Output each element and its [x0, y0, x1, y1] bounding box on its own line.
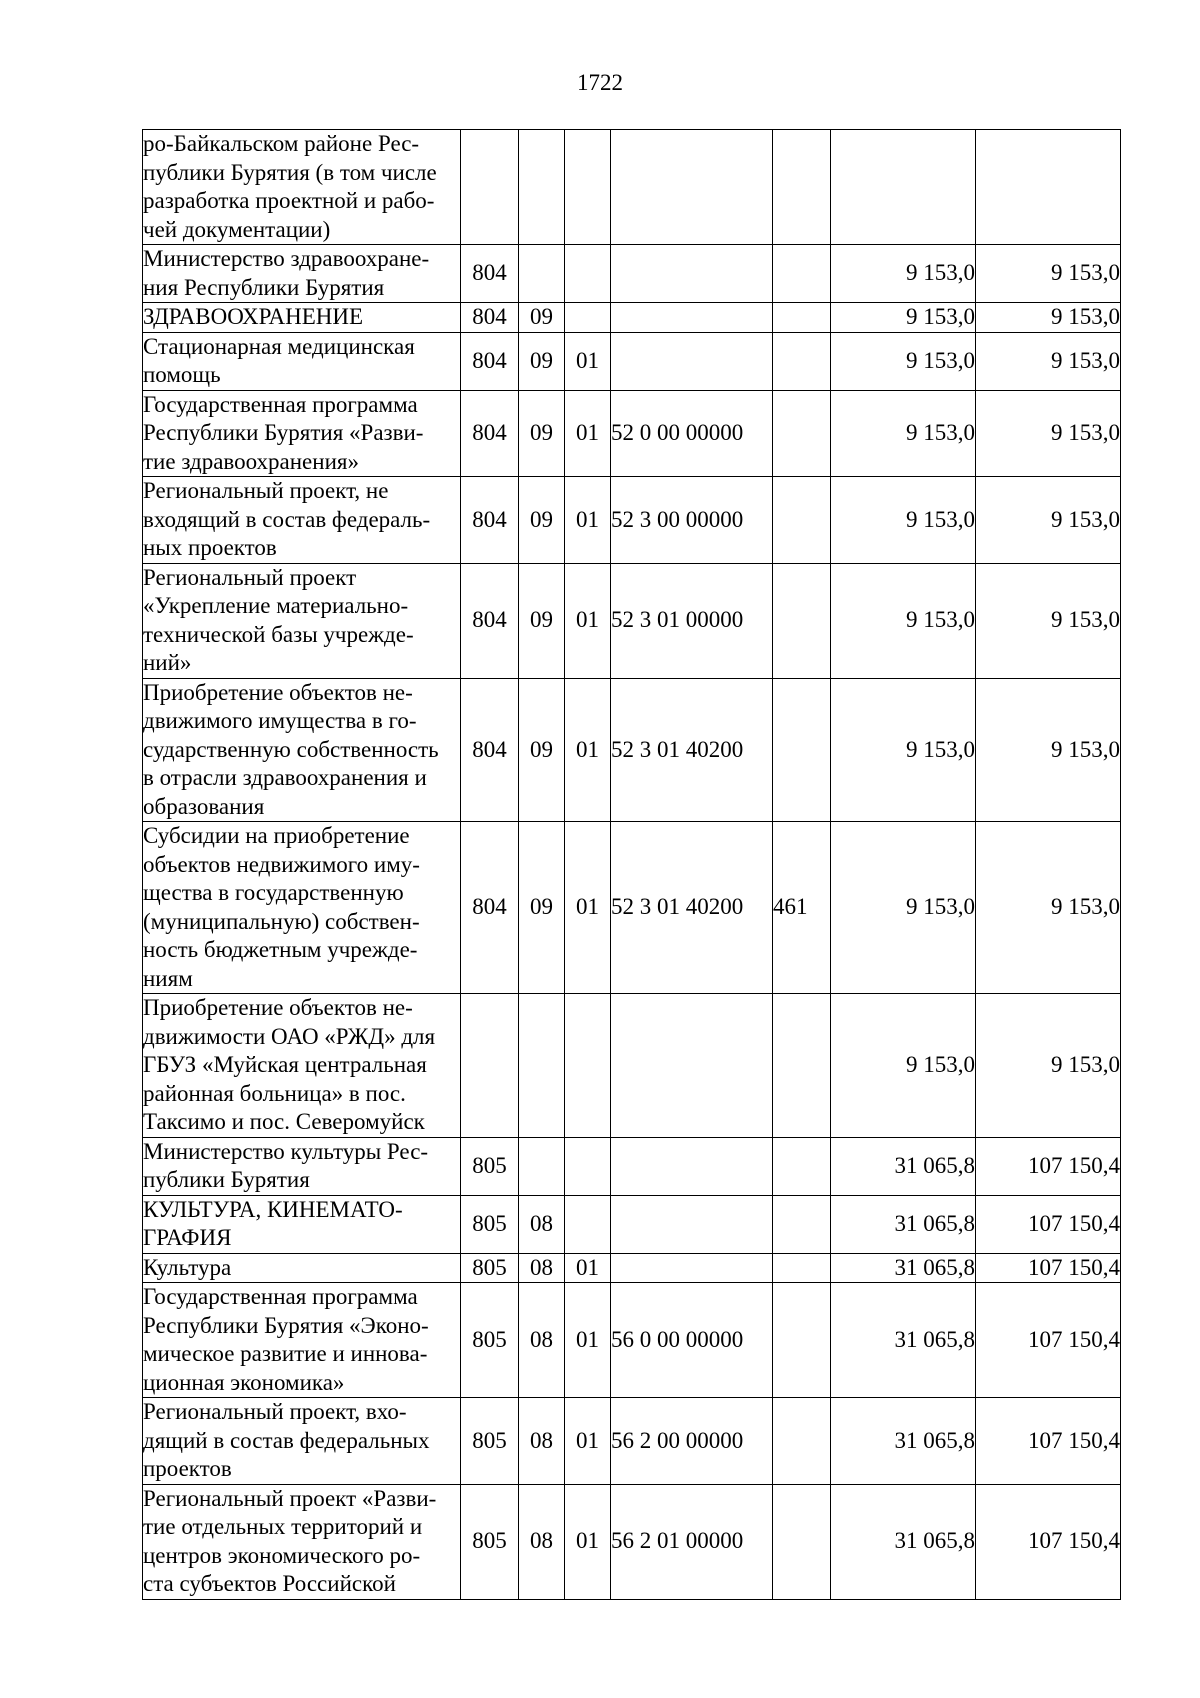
item-name-line: дящий в состав федеральных — [143, 1427, 430, 1453]
table-row — [143, 1283, 1121, 1398]
amount-year2-cell — [976, 130, 1121, 245]
amount-year2-cell: 107 150,4 — [976, 1253, 1121, 1283]
item-name-line: щества в государственную — [143, 880, 404, 905]
expense-type-cell — [773, 245, 831, 303]
expense-type-cell — [773, 1137, 831, 1195]
amount-year1-cell: 9 153,0 — [831, 678, 976, 822]
item-name-cell — [143, 994, 461, 1138]
expense-type-cell — [773, 1283, 831, 1398]
grbs-cell: 804 — [461, 477, 519, 564]
target-article-cell: 52 0 00 00000 — [611, 390, 773, 477]
grbs-cell: 804 — [461, 678, 519, 822]
grbs-cell — [461, 130, 519, 245]
grbs-cell: 805 — [461, 1253, 519, 1283]
amount-year2-cell: 9 153,0 — [976, 245, 1121, 303]
amount-year1-cell: 9 153,0 — [831, 245, 976, 303]
target-article-cell — [611, 245, 773, 303]
item-name-line: проектов — [143, 1456, 232, 1481]
amount-year2-cell: 9 153,0 — [976, 303, 1121, 333]
item-name-line: Субсидии на приобретение — [143, 823, 410, 848]
budget-table — [142, 129, 1121, 1600]
grbs-cell: 805 — [461, 1137, 519, 1195]
item-name-line: входящий в состав федераль- — [143, 506, 431, 532]
section-cell: 09 — [519, 390, 565, 477]
target-article-cell — [611, 303, 773, 333]
item-name-line: Государственная программа — [143, 391, 418, 417]
amount-year2-cell: 107 150,4 — [976, 1398, 1121, 1485]
item-name-line: КУЛЬТУРА, КИНЕМАТО- — [143, 1196, 403, 1222]
target-article-cell: 56 2 00 00000 — [611, 1398, 773, 1485]
table-row — [143, 390, 1121, 477]
table-row — [143, 130, 1121, 245]
item-name-line: помощь — [143, 362, 221, 387]
table-row — [143, 994, 1121, 1138]
item-name-line: ность бюджетным учрежде- — [143, 937, 418, 962]
subsection-cell: 01 — [565, 332, 611, 390]
item-name-line: ных проектов — [143, 535, 277, 560]
amount-year1-cell: 31 065,8 — [831, 1253, 976, 1283]
item-name-line: мическое развитие и иннова- — [143, 1341, 428, 1366]
item-name-cell — [143, 678, 461, 822]
subsection-cell: 01 — [565, 390, 611, 477]
item-name-line: Региональный проект, не — [143, 478, 389, 503]
item-name-line: (муниципальную) собствен- — [143, 908, 420, 934]
page-number: 1722 — [577, 70, 623, 95]
grbs-cell: 804 — [461, 245, 519, 303]
amount-year2-cell: 107 150,4 — [976, 1484, 1121, 1599]
item-name-line: центров экономического ро- — [143, 1542, 421, 1568]
section-cell: 08 — [519, 1253, 565, 1283]
subsection-cell — [565, 303, 611, 333]
grbs-cell: 805 — [461, 1398, 519, 1485]
target-article-cell — [611, 1253, 773, 1283]
amount-year2-cell: 107 150,4 — [976, 1137, 1121, 1195]
section-cell: 08 — [519, 1283, 565, 1398]
target-article-cell — [611, 1137, 773, 1195]
target-article-cell — [611, 332, 773, 390]
item-name-line: технической базы учрежде- — [143, 621, 414, 647]
item-name-line: публики Бурятия — [143, 1167, 310, 1192]
section-cell: 08 — [519, 1195, 565, 1253]
target-article-cell: 56 0 00 00000 — [611, 1283, 773, 1398]
subsection-cell: 01 — [565, 1253, 611, 1283]
item-name-line: районная больница» в пос. — [143, 1080, 406, 1106]
table-row — [143, 563, 1121, 678]
expense-type-cell: 461 — [773, 822, 831, 994]
section-cell — [519, 130, 565, 245]
target-article-cell: 52 3 00 00000 — [611, 477, 773, 564]
item-name-cell — [143, 303, 461, 333]
amount-year1-cell: 31 065,8 — [831, 1283, 976, 1398]
subsection-cell: 01 — [565, 678, 611, 822]
item-name-line: чей документации) — [143, 216, 331, 242]
amount-year2-cell: 9 153,0 — [976, 390, 1121, 477]
target-article-cell: 52 3 01 40200 — [611, 822, 773, 994]
grbs-cell: 804 — [461, 390, 519, 477]
item-name-line: Республики Бурятия «Разви- — [143, 420, 424, 445]
item-name-line: движимого имущества в го- — [143, 708, 417, 733]
table-row — [143, 477, 1121, 564]
amount-year2-cell: 9 153,0 — [976, 332, 1121, 390]
item-name-line: ционная экономика» — [143, 1369, 345, 1395]
amount-year1-cell: 9 153,0 — [831, 994, 976, 1138]
item-name-cell — [143, 130, 461, 245]
item-name-line: разработка проектной и рабо- — [143, 188, 435, 213]
item-name-cell — [143, 1253, 461, 1283]
section-cell — [519, 1137, 565, 1195]
amount-year1-cell: 31 065,8 — [831, 1484, 976, 1599]
amount-year1-cell: 9 153,0 — [831, 477, 976, 564]
item-name-line: «Укрепление материально- — [143, 593, 409, 618]
grbs-cell: 804 — [461, 563, 519, 678]
grbs-cell: 805 — [461, 1195, 519, 1253]
grbs-cell: 804 — [461, 332, 519, 390]
grbs-cell: 804 — [461, 822, 519, 994]
item-name-line: ро-Байкальском районе Рес- — [143, 131, 420, 156]
amount-year1-cell: 9 153,0 — [831, 390, 976, 477]
section-cell: 09 — [519, 332, 565, 390]
table-row — [143, 678, 1121, 822]
expense-type-cell — [773, 130, 831, 245]
table-row — [143, 303, 1121, 333]
expense-type-cell — [773, 332, 831, 390]
amount-year2-cell: 9 153,0 — [976, 563, 1121, 678]
section-cell: 09 — [519, 563, 565, 678]
expense-type-cell — [773, 477, 831, 564]
table-row — [143, 332, 1121, 390]
item-name-line: образования — [143, 793, 265, 819]
amount-year2-cell: 9 153,0 — [976, 822, 1121, 994]
item-name-line: Министерство культуры Рес- — [143, 1138, 429, 1164]
item-name-line: Приобретение объектов не- — [143, 995, 413, 1020]
amount-year2-cell: 107 150,4 — [976, 1283, 1121, 1398]
item-name-line: ГБУЗ «Муйская центральная — [143, 1052, 427, 1077]
item-name-line: объектов недвижимого иму- — [143, 851, 420, 877]
item-name-cell — [143, 390, 461, 477]
section-cell — [519, 994, 565, 1138]
target-article-cell — [611, 130, 773, 245]
item-name-line: ния Республики Бурятия — [143, 274, 385, 300]
amount-year2-cell: 9 153,0 — [976, 477, 1121, 564]
amount-year1-cell: 9 153,0 — [831, 563, 976, 678]
item-name-line: публики Бурятия (в том числе — [143, 159, 437, 185]
section-cell: 08 — [519, 1484, 565, 1599]
item-name-cell — [143, 1137, 461, 1195]
table-row — [143, 1137, 1121, 1195]
subsection-cell — [565, 1195, 611, 1253]
item-name-cell — [143, 1283, 461, 1398]
item-name-cell — [143, 1195, 461, 1253]
amount-year1-cell — [831, 130, 976, 245]
amount-year2-cell: 107 150,4 — [976, 1195, 1121, 1253]
section-cell: 09 — [519, 477, 565, 564]
table-row — [143, 822, 1121, 994]
amount-year1-cell: 31 065,8 — [831, 1137, 976, 1195]
item-name-line: Региональный проект, вхо- — [143, 1399, 407, 1424]
item-name-line: тие здравоохранения» — [143, 448, 359, 474]
target-article-cell: 56 2 01 00000 — [611, 1484, 773, 1599]
expense-type-cell — [773, 390, 831, 477]
expense-type-cell — [773, 303, 831, 333]
expense-type-cell — [773, 563, 831, 678]
subsection-cell — [565, 1137, 611, 1195]
expense-type-cell — [773, 1398, 831, 1485]
section-cell: 09 — [519, 678, 565, 822]
item-name-line: Стационарная медицинская — [143, 333, 415, 359]
item-name-line: Республики Бурятия «Эконо- — [143, 1312, 429, 1338]
subsection-cell: 01 — [565, 822, 611, 994]
grbs-cell — [461, 994, 519, 1138]
item-name-line: Министерство здравоохране- — [143, 246, 430, 271]
item-name-line: Государственная программа — [143, 1284, 418, 1309]
subsection-cell — [565, 994, 611, 1138]
item-name-cell — [143, 1398, 461, 1485]
item-name-line: Культура — [143, 1254, 232, 1280]
item-name-cell — [143, 563, 461, 678]
target-article-cell — [611, 994, 773, 1138]
subsection-cell — [565, 245, 611, 303]
table-row — [143, 1484, 1121, 1599]
subsection-cell: 01 — [565, 1283, 611, 1398]
item-name-line: в отрасли здравоохранения и — [143, 765, 427, 790]
amount-year2-cell: 9 153,0 — [976, 678, 1121, 822]
expense-type-cell — [773, 1484, 831, 1599]
section-cell: 09 — [519, 303, 565, 333]
target-article-cell: 52 3 01 00000 — [611, 563, 773, 678]
item-name-line: движимости ОАО «РЖД» для — [143, 1023, 436, 1049]
section-cell: 09 — [519, 822, 565, 994]
table-row — [143, 245, 1121, 303]
item-name-cell — [143, 332, 461, 390]
item-name-line: Региональный проект «Разви- — [143, 1485, 437, 1511]
expense-type-cell — [773, 994, 831, 1138]
expense-type-cell — [773, 1253, 831, 1283]
amount-year1-cell: 31 065,8 — [831, 1195, 976, 1253]
subsection-cell: 01 — [565, 1398, 611, 1485]
amount-year2-cell: 9 153,0 — [976, 994, 1121, 1138]
item-name-line: ста субъектов Российской — [143, 1571, 396, 1596]
amount-year1-cell: 9 153,0 — [831, 303, 976, 333]
subsection-cell: 01 — [565, 1484, 611, 1599]
section-cell — [519, 245, 565, 303]
target-article-cell: 52 3 01 40200 — [611, 678, 773, 822]
item-name-cell — [143, 245, 461, 303]
item-name-cell — [143, 822, 461, 994]
table-row — [143, 1398, 1121, 1485]
subsection-cell: 01 — [565, 477, 611, 564]
grbs-cell: 805 — [461, 1283, 519, 1398]
grbs-cell: 805 — [461, 1484, 519, 1599]
item-name-cell — [143, 477, 461, 564]
item-name-cell — [143, 1484, 461, 1599]
grbs-cell: 804 — [461, 303, 519, 333]
expense-type-cell — [773, 1195, 831, 1253]
amount-year1-cell: 9 153,0 — [831, 822, 976, 994]
section-cell: 08 — [519, 1398, 565, 1485]
item-name-line: Таксимо и пос. Северомуйск — [143, 1109, 425, 1134]
item-name-line: Региональный проект — [143, 564, 357, 590]
item-name-line: сударственную собственность — [143, 736, 439, 762]
item-name-line: тие отдельных территорий и — [143, 1514, 423, 1539]
amount-year1-cell: 9 153,0 — [831, 332, 976, 390]
expense-type-cell — [773, 678, 831, 822]
item-name-line: ГРАФИЯ — [143, 1225, 232, 1250]
table-body — [143, 130, 1121, 1600]
item-name-line: ЗДРАВООХРАНЕНИЕ — [143, 304, 364, 329]
item-name-line: ниям — [143, 965, 193, 991]
subsection-cell — [565, 130, 611, 245]
table-row — [143, 1253, 1121, 1283]
subsection-cell: 01 — [565, 563, 611, 678]
amount-year1-cell: 31 065,8 — [831, 1398, 976, 1485]
item-name-line: Приобретение объектов не- — [143, 679, 413, 705]
table-row — [143, 1195, 1121, 1253]
item-name-line: ний» — [143, 650, 192, 675]
target-article-cell — [611, 1195, 773, 1253]
